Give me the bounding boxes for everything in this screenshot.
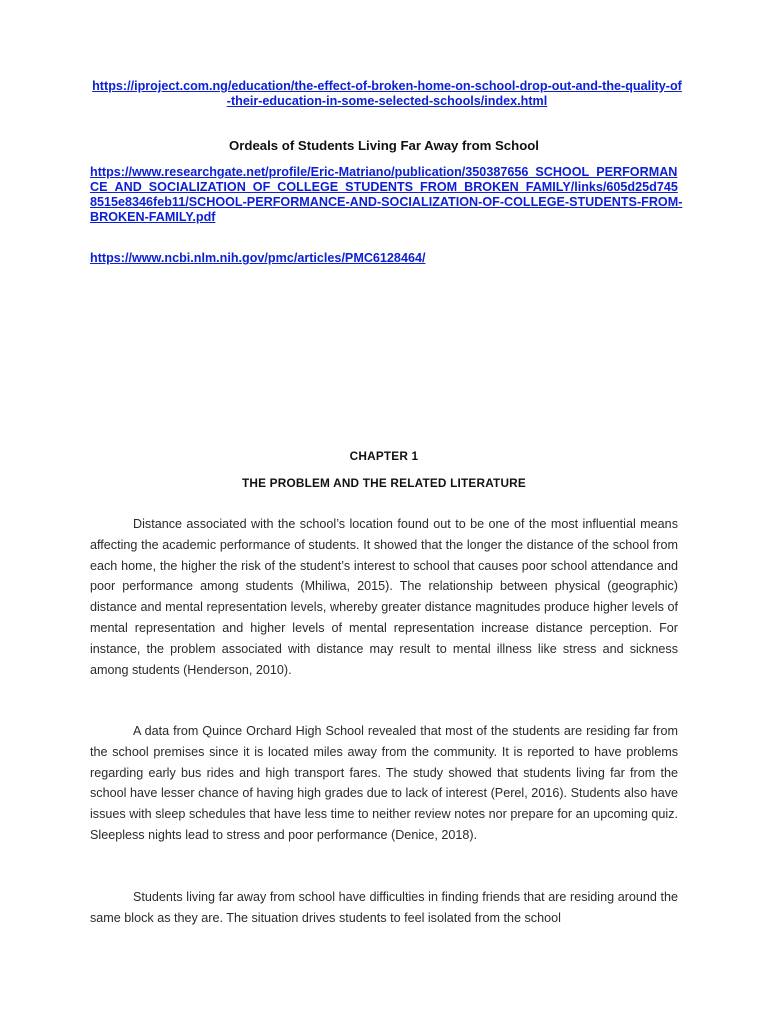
- ordeals-heading: Ordeals of Students Living Far Away from School: [229, 138, 539, 153]
- body-paragraph: Distance associated with the school’s location found out to be one of the most influential means affecting the academic performance of students. It showed that the longer the distance of the school from each home, the higher the risk of the student’s interest to school that causes poor school attendance and poor performance among students (Mhiliwa, 2015). The relationship between physical (geographic) distance and mental representation levels, whereby greater distance magnitudes produce higher levels of mental representation and higher levels of mental representation increase distance perception. For instance, the problem associated with distance may result to mental illness like stress and sickness among students (Henderson, 2010).: [90, 517, 678, 677]
- ncbi-link[interactable]: https://www.ncbi.nlm.nih.gov/pmc/articles/PMC6128464/: [90, 251, 426, 265]
- researchgate-link[interactable]: https://www.researchgate.net/profile/Eric-Matriano/publication/350387656_SCHOOL_PERFORMANCE_AND_SOCIALIZATION_OF_COLLEGE_STUDENTS_FROM_BROKEN_FAMILY/links/605d25d7458515e8346feb11/SCHOOL-PERFORMANCE-AND-SOCIALIZATION-OF-COLLEGE-STUDENTS-FROM-BROKEN-FAMILY.pdf: [90, 165, 683, 224]
- body-paragraph: Students living far away from school have difficulties in finding friends that are residing around the same block as they are. The situation drives students to feel isolated from the school: [90, 890, 678, 925]
- body-paragraph: A data from Quince Orchard High School revealed that most of the students are residing far from the school premises since it is located miles away from the community. It is reported to have problems regarding early bus rides and high transport fares. The study showed that students living far from the school have lesser chance of having high grades due to lack of interest (Perel, 2016). Students also have issues with sleep schedules that have less time to neither review notes nor prepare for an upcoming quiz. Sleepless nights lead to stress and poor performance (Denice, 2018).: [90, 724, 678, 842]
- iproject-link[interactable]: https://iproject.com.ng/education/the-effect-of-broken-home-on-school-drop-out-and-the-quality-of-their-education-in-some-selected-schools/index.html: [92, 79, 682, 108]
- chapter-heading: CHAPTER 1: [349, 449, 419, 463]
- section-title: THE PROBLEM AND THE RELATED LITERATURE: [242, 476, 526, 490]
